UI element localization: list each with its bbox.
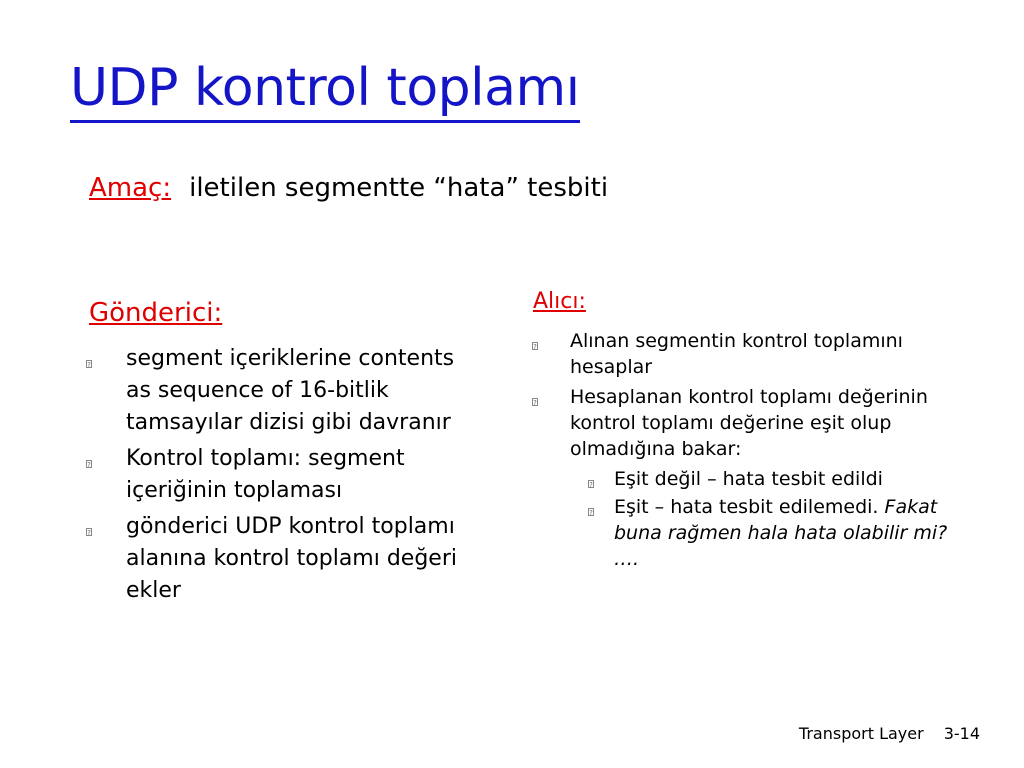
list-item <box>86 443 486 507</box>
bullet-icon: ? <box>87 461 91 469</box>
goal-label: Amaç: <box>89 173 172 203</box>
sub-list-item-text: Eşit değil – hata tesbit edildi <box>614 468 883 490</box>
list-item-text: Kontrol toplamı: segment içeriğinin toplaması <box>126 446 405 503</box>
receiver-list <box>532 328 972 576</box>
list-item <box>86 343 486 439</box>
list-item <box>86 511 486 607</box>
bullet-icon: ? <box>87 361 91 369</box>
slide-title: UDP kontrol toplamı <box>70 58 580 123</box>
goal-line <box>89 172 608 204</box>
slide-footer <box>799 724 980 743</box>
list-item-text: gönderici UDP kontrol toplamı alanına kontrol toplamı değeri ekler <box>126 514 457 603</box>
bullet-icon: ? <box>533 399 537 407</box>
sender-heading: Gönderici: <box>89 298 223 328</box>
sub-list-item <box>570 466 972 492</box>
receiver-sublist <box>570 466 972 572</box>
page-number: 3-14 <box>943 724 980 743</box>
list-item <box>532 328 972 380</box>
bullet-icon: ? <box>533 343 537 351</box>
goal-text: iletilen segmentte “hata” tesbiti <box>189 173 609 203</box>
bullet-icon: ? <box>589 509 593 517</box>
receiver-heading: Alıcı: <box>533 289 586 314</box>
sub-list-item-italic: Fakat buna rağmen hala hata olabilir mi? …. <box>614 496 948 570</box>
footer-label: Transport Layer <box>798 724 924 743</box>
sub-list-item <box>570 494 972 572</box>
list-item-text: Alınan segmentin kontrol toplamını hesaplar <box>570 330 903 378</box>
sender-list <box>86 343 486 611</box>
list-item-text: segment içeriklerine contents as sequence of 16-bitlik tamsayılar dizisi gibi davranır <box>126 346 455 435</box>
bullet-icon: ? <box>87 529 91 537</box>
list-item-text: Hesaplanan kontrol toplamı değerinin kontrol toplamı değerine eşit olup olmadığına bakar: <box>570 386 928 460</box>
bullet-icon: ? <box>589 481 593 489</box>
sub-list-item-text: Eşit – hata tesbit edilemedi. <box>614 496 879 518</box>
list-item <box>532 384 972 572</box>
